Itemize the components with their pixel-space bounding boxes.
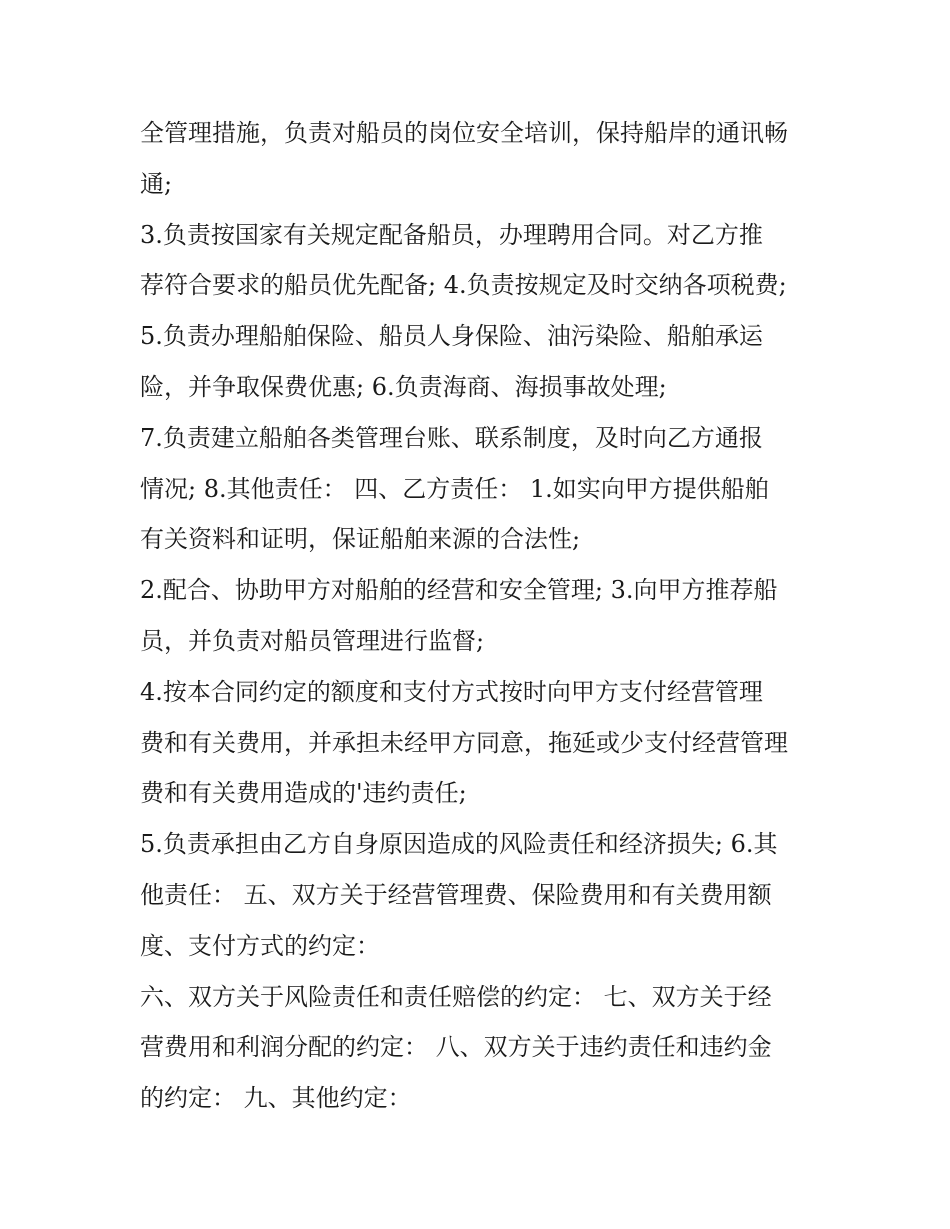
- text-line: 3.负责按国家有关规定配备船员，办理聘用合同。对乙方推: [140, 220, 763, 249]
- text-line: 度、支付方式的约定：: [140, 931, 380, 960]
- text-line: 通;: [140, 169, 173, 198]
- text-line: 情况; 8.其他责任： 四、乙方责任： 1.如实向甲方提供船舶: [140, 474, 769, 503]
- text-line: 全管理措施，负责对船员的岗位安全培训，保持船岸的通讯畅: [140, 119, 788, 147]
- text-line: 的约定： 九、其他约定：: [140, 1084, 412, 1113]
- text-line: 营费用和利润分配的约定： 八、双方关于违约责任和违约金: [140, 1033, 772, 1062]
- document-body: [140, 108, 830, 1124]
- text-line: 5.负责承担由乙方自身原因造成的风险责任和经济损失; 6.其: [140, 830, 778, 859]
- text-line: 4.按本合同约定的额度和支付方式按时向甲方支付经营管理: [140, 677, 763, 706]
- text-line: 费和有关费用造成的'违约责任;: [140, 779, 467, 808]
- text-line: 5.负责办理船舶保险、船员人身保险、油污染险、船舶承运: [140, 322, 763, 351]
- text-line: 7.负责建立船舶各类管理台账、联系制度，及时向乙方通报: [140, 423, 763, 452]
- text-line: 荐符合要求的船员优先配备; 4.负责按规定及时交纳各项税费;: [140, 271, 787, 300]
- text-line: 2.配合、协助甲方对船舶的经营和安全管理; 3.向甲方推荐船: [140, 576, 778, 605]
- text-line: 费和有关费用，并承担未经甲方同意，拖延或少支付经营管理: [140, 728, 788, 757]
- text-line: 六、双方关于风险责任和责任赔偿的约定： 七、双方关于经: [140, 982, 772, 1011]
- text-line: 险，并争取保费优惠; 6.负责海商、海损事故处理;: [140, 372, 667, 401]
- text-line: 员，并负责对船员管理进行监督;: [140, 626, 485, 655]
- text-line: 他责任： 五、双方关于经营管理费、保险费用和有关费用额: [140, 880, 772, 909]
- text-line: 有关资料和证明，保证船舶来源的合法性;: [140, 525, 581, 554]
